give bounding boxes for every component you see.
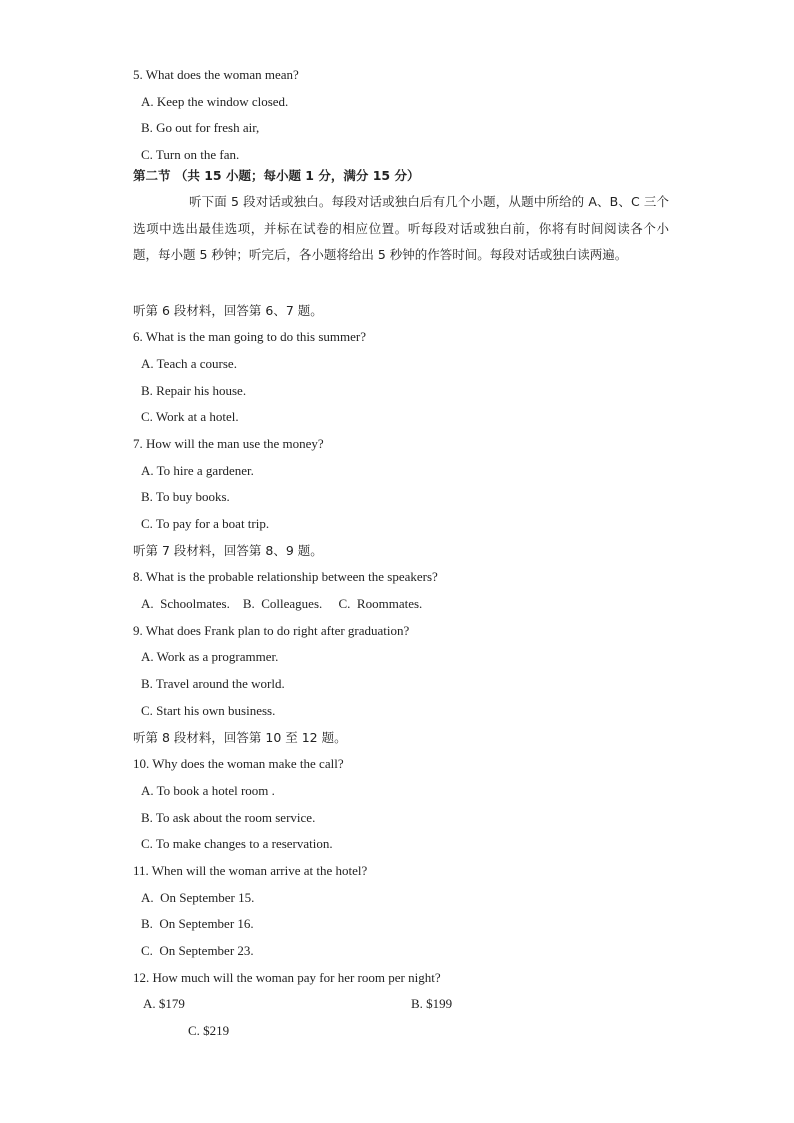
question-10-option-c: C. To make changes to a reservation. (141, 836, 333, 851)
question-6-option-b: B. Repair his house. (141, 383, 247, 398)
question-12-stem: 12. How much will the woman pay for her room per night? (133, 970, 441, 985)
question-11-stem: 11. When will the woman arrive at the hotel? (133, 863, 368, 878)
question-6-stem: 6. What is the man going to do this summer? (133, 329, 367, 344)
question-10-option-a: A. To book a hotel room . (141, 783, 275, 798)
question-9-stem: 9. What does Frank plan to do right after graduation? (133, 623, 410, 638)
question-8-stem: 8. What is the probable relationship between the speakers? (133, 569, 438, 584)
question-7-option-a: A. To hire a gardener. (141, 463, 254, 478)
question-9-option-a: A. Work as a programmer. (141, 649, 279, 664)
material-6-label: 听第 6 段材料，回答第 6、7 题。 (133, 303, 323, 318)
question-8-options: A. Schoolmates. B. Colleagues. C. Roommates. (141, 596, 423, 611)
section-2-heading: 第二节 （共 15 小题；每小题 1 分，满分 15 分） (133, 168, 420, 183)
question-12-option-c: C. $219 (188, 1023, 230, 1038)
question-12-option-a: A. $179 (143, 996, 185, 1011)
question-9-option-c: C. Start his own business. (141, 703, 276, 718)
question-11-option-a: A. On September 15. (141, 890, 255, 905)
question-7-option-b: B. To buy books. (141, 489, 230, 504)
question-5-option-b: B. Go out for fresh air, (141, 120, 260, 135)
question-5-option-c: C. Turn on the fan. (141, 147, 240, 162)
question-5-stem: 5. What does the woman mean? (133, 67, 299, 82)
question-12-option-b: B. $199 (411, 996, 453, 1011)
question-6-option-a: A. Teach a course. (141, 356, 237, 371)
question-10-stem: 10. Why does the woman make the call? (133, 756, 344, 771)
question-7-option-c: C. To pay for a boat trip. (141, 516, 270, 531)
question-6-option-c: C. Work at a hotel. (141, 409, 239, 424)
question-11-option-c: C. On September 23. (141, 943, 254, 958)
question-11-option-b: B. On September 16. (141, 916, 254, 931)
section-2-instructions: 听下面 5 段对话或独白。每段对话或独白后有几个小题，从题中所给的 A、B、C 三个选项中选出最佳选项，并标在试卷的相应位置。听每段对话或独白前，你将有时间阅读各个小题，每小题 5 秒钟；听完后，各小题将给出 5 秒钟的作答时间。每段对话或独白读两遍。 (133, 194, 669, 262)
question-7-stem: 7. How will the man use the money? (133, 436, 324, 451)
question-10-option-b: B. To ask about the room service. (141, 810, 316, 825)
question-5-option-a: A. Keep the window closed. (141, 94, 289, 109)
material-8-label: 听第 8 段材料，回答第 10 至 12 题。 (133, 730, 347, 745)
question-9-option-b: B. Travel around the world. (141, 676, 285, 691)
material-7-label: 听第 7 段材料，回答第 8、9 题。 (133, 543, 323, 558)
